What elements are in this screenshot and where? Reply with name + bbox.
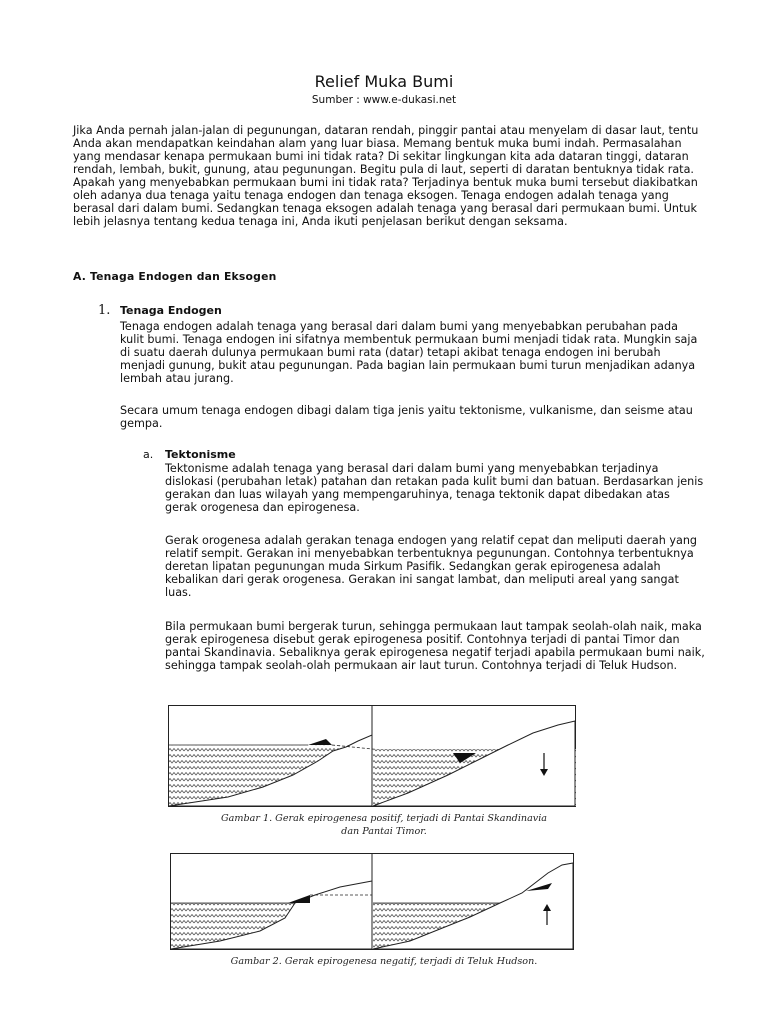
subitem-a-marker: a.: [143, 448, 154, 461]
figure-2-svg: [170, 853, 574, 950]
figure-1-caption-line-2: dan Pantai Timor.: [341, 826, 427, 837]
document-title: Relief Muka Bumi: [314, 72, 454, 91]
tektonisme-paragraph-3: Bila permukaan bumi bergerak turun, sehingga permukaan laut tampak seolah-olah naik, maka gerak epirogenesa disebut gerak epirogenesa positif. Contohnya terjadi di pantai Timor dan pantai Skandinavia. Sebaliknya gerak epirogenesa negatif terjadi apabila permukaan bumi naik, sehingga tampak seolah-olah permukaan air laut turun. Contohnya terjadi di Teluk Hudson.: [165, 620, 705, 672]
subitem-a-heading: Tektonisme: [165, 448, 236, 461]
figure-1-caption-line-1: Gambar 1. Gerak epirogenesa positif, terjadi di Pantai Skandinavia: [221, 813, 547, 824]
figure-1-caption: [0, 812, 768, 838]
item-1-heading: Tenaga Endogen: [120, 304, 222, 317]
item-1-marker: 1.: [98, 303, 111, 318]
document-source: Sumber : www.e-dukasi.net: [311, 94, 457, 106]
figure-1-diagram: [168, 705, 576, 807]
tektonisme-paragraph-1: Tektonisme adalah tenaga yang berasal dari dalam bumi yang menyebabkan terjadinya dislokasi (perubahan letak) patahan dan retakan pada kulit bumi dan batuan. Berdasarkan jenis gerakan dan luas wilayah yang mempengaruhinya, tenaga tektonik dapat dibedakan atas gerak orogenesa dan epirogenesa.: [165, 462, 704, 514]
endogen-paragraph-2: Secara umum tenaga endogen dibagi dalam tiga jenis yaitu tektonisme, vulkanisme, dan seisme atau gempa.: [120, 404, 693, 430]
endogen-paragraph-1: Tenaga endogen adalah tenaga yang berasal dari dalam bumi yang menyebabkan perubahan pada kulit bumi. Tenaga endogen ini sifatnya membentuk permukaan bumi menjadi tidak rata. Mungkin saja di suatu daerah dulunya permukaan bumi rata (datar) tetapi akibat tenaga endogen ini berubah menjadi gunung, bukit atau pegunungan. Pada bagian lain permukaan bumi turun menjadikan adanya lembah atau jurang.: [120, 320, 698, 385]
tektonisme-paragraph-2: Gerak orogenesa adalah gerakan tenaga endogen yang relatif cepat dan meliputi daerah yang relatif sempit. Gerakan ini menyebabkan terbentuknya pegunungan. Contohnya terbentuknya deretan lipatan pegunungan muda Sirkum Pasifik. Sedangkan gerak epirogenesa adalah kebalikan dari gerak orogenesa. Gerakan ini sangat lambat, dan meliputi areal yang sangat luas.: [165, 534, 698, 599]
figure-2-diagram: [170, 853, 574, 950]
figure-2-caption: Gambar 2. Gerak epirogenesa negatif, terjadi di Teluk Hudson.: [230, 956, 538, 967]
section-a-heading: A. Tenaga Endogen dan Eksogen: [73, 270, 277, 283]
figure-1-svg: [168, 705, 576, 807]
intro-paragraph: Jika Anda pernah jalan-jalan di pegunungan, dataran rendah, pinggir pantai atau menyelam di dasar laut, tentu Anda akan mendapatkan keindahan alam yang luar biasa. Memang bentuk muka bumi indah. Permasalahan yang mendasar kenapa permukaan bumi ini tidak rata? Di sekitar lingkungan kita ada dataran tinggi, dataran rendah, lembah, bukit, gunung, atau pegunungan. Begitu pula di laut, seperti di daratan bentuknya tidak rata. Apakah yang menyebabkan permukaan bumi ini tidak rata? Terjadinya bentuk muka bumi tersebut diakibatkan oleh adanya dua tenaga yaitu tenaga endogen dan tenaga eksogen. Tenaga endogen adalah tenaga yang berasal dari dalam bumi. Sedangkan tenaga eksogen adalah tenaga yang berasal dari permukaan bumi. Untuk lebih jelasnya tentang kedua tenaga ini, Anda ikuti penjelasan berikut dengan seksama.: [73, 124, 699, 228]
